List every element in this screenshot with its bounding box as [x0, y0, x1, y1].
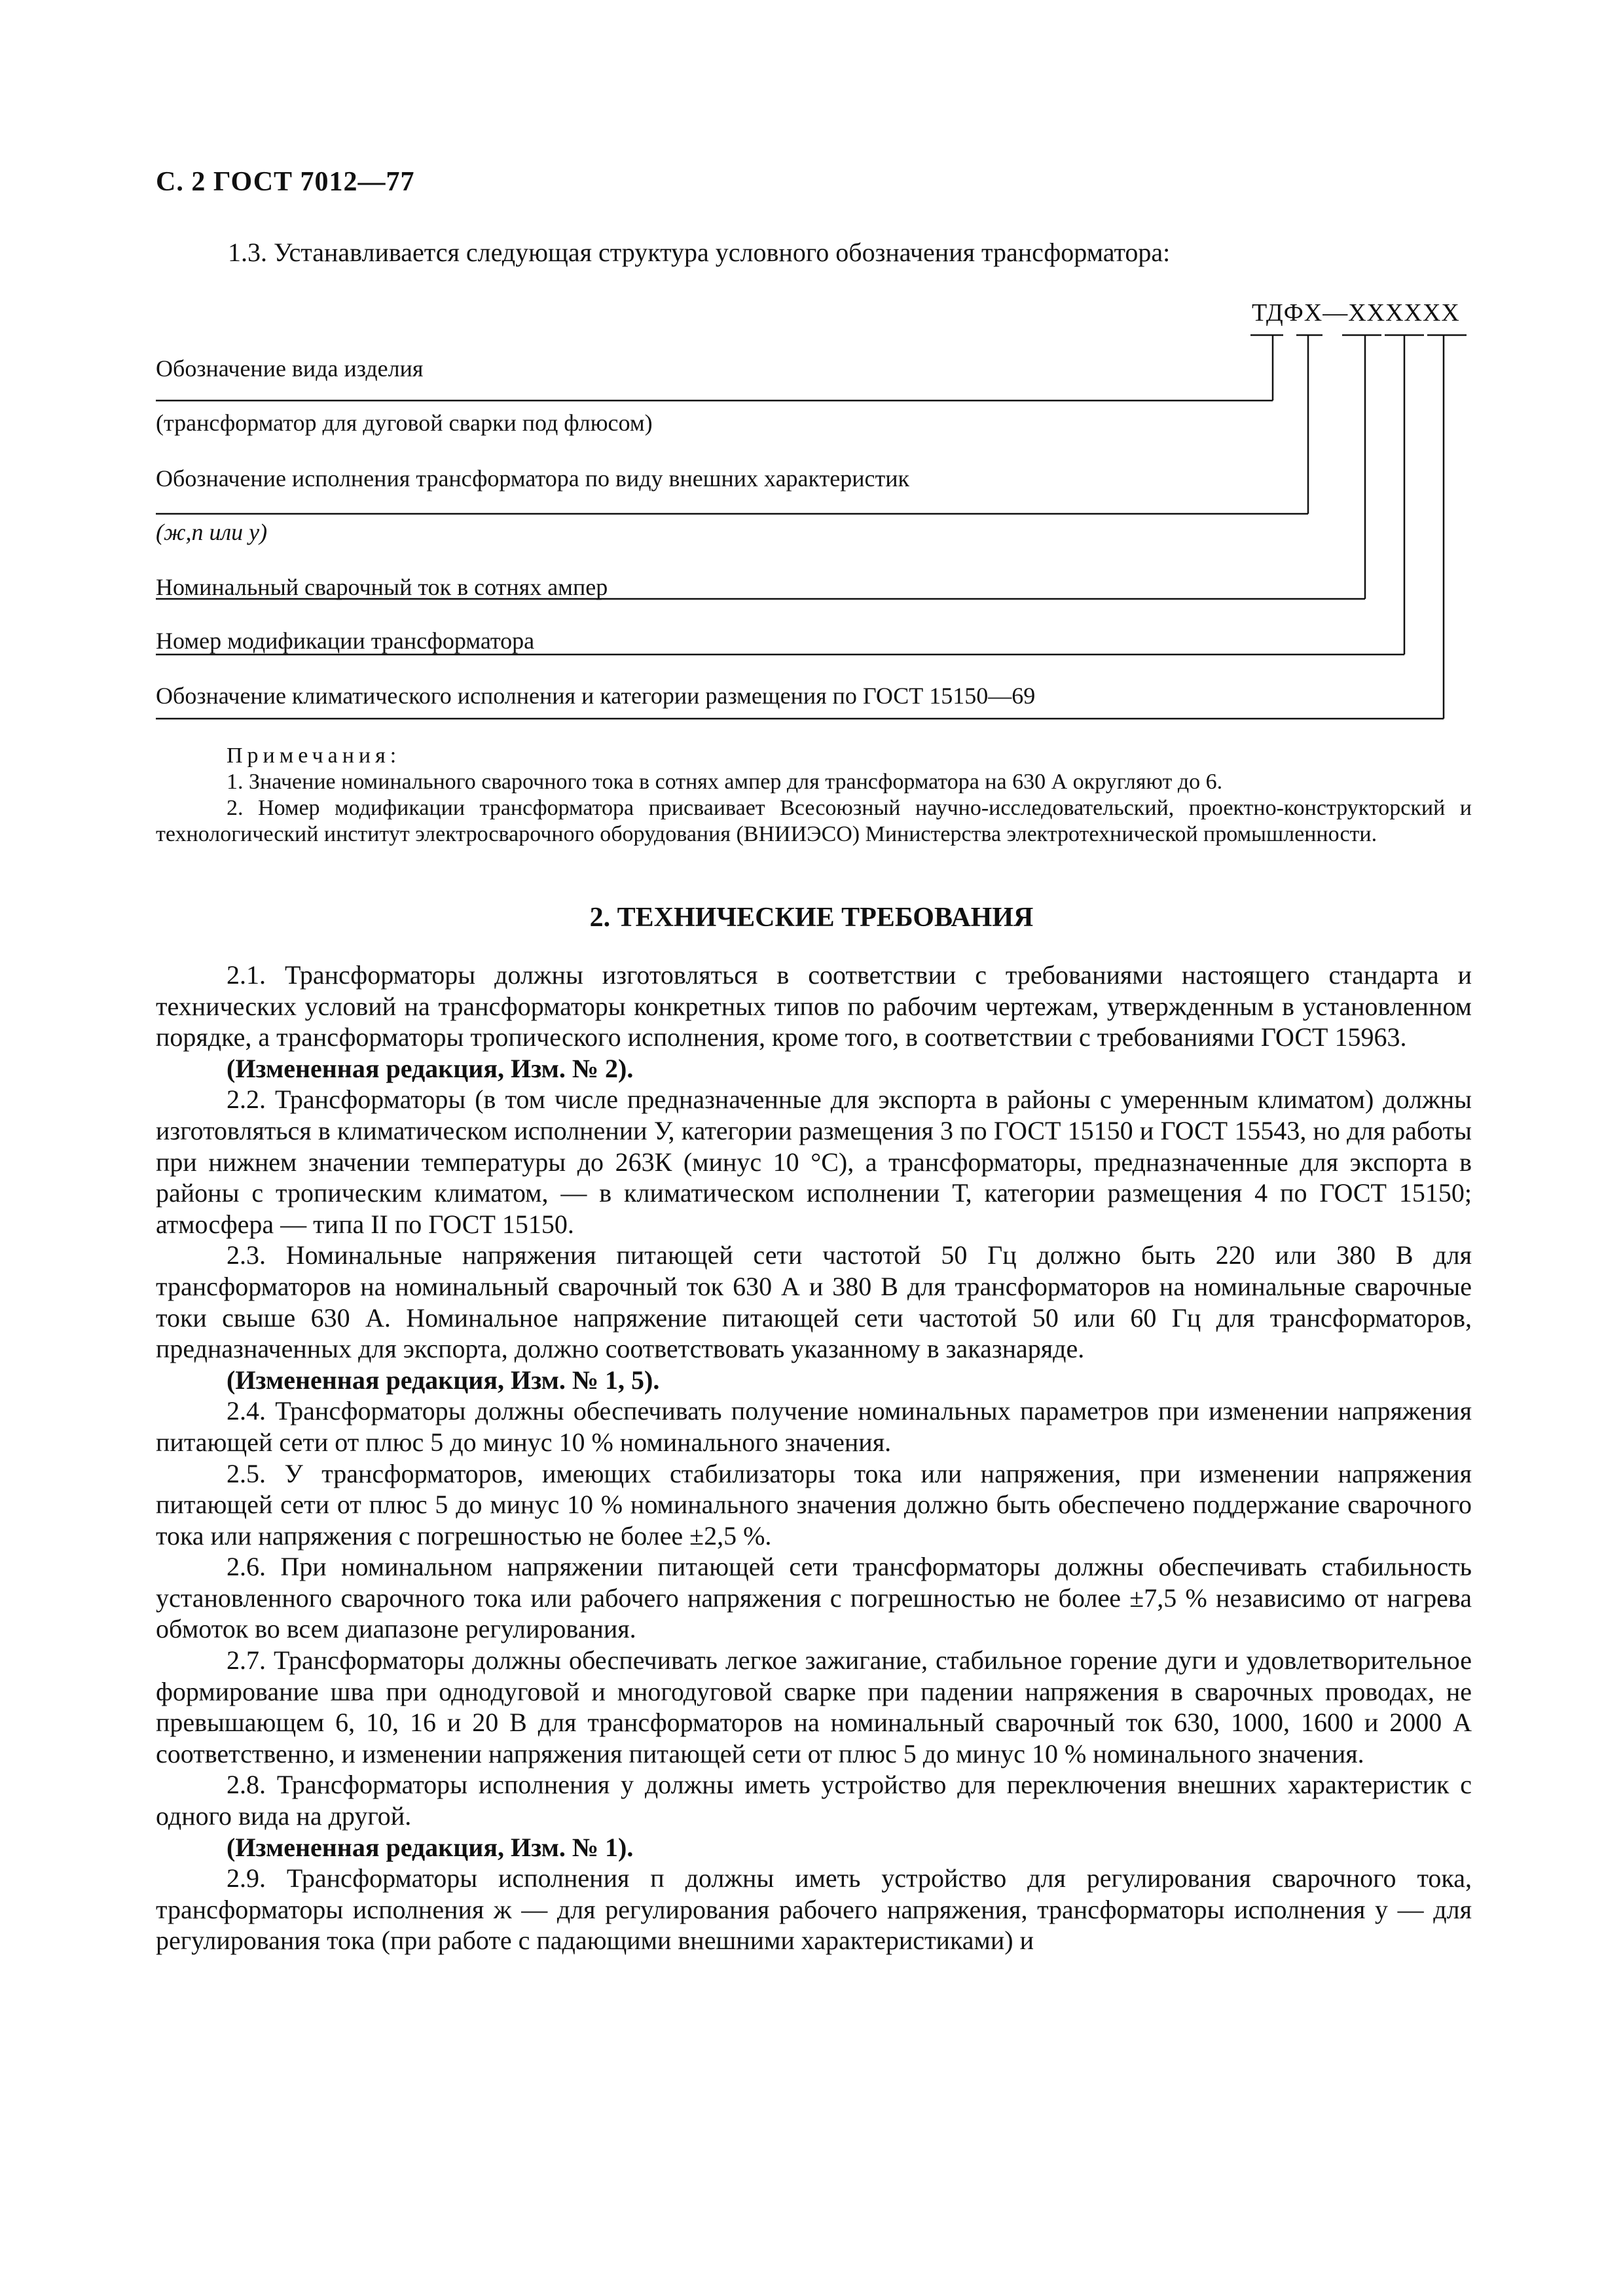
clause-1-3-intro: 1.3. Устанавливается следующая структура условного обозначения трансформатора:: [228, 238, 1171, 267]
clause-2-9: 2.9. Трансформаторы исполнения п должны иметь устройство для регулирования сварочного тока, трансформаторы исполнения ж — для регулирования рабочего напряжения, трансформаторы исполнения у — для регулирования тока (при работе с падающими внешними характеристиками) и: [156, 1863, 1472, 1956]
clause-2-7: 2.7. Трансформаторы должны обеспечивать легкое зажигание, стабильное горение дуги и удовлетворительное формирование шва при однодуговой и многодуговой сварке при падении напряжения в сварочных проводах, не превышающем 6, 10, 16 и 20 В для трансформаторов на номинальный сварочный ток 630, 1000, 1600 и 2000 А соответственно, и изменении напряжения питающей сети от плюс 5 до минус 10 % номинального значения.: [156, 1645, 1472, 1768]
change-note: (Измененная редакция, Изм. № 2).: [227, 1053, 634, 1083]
page-header: С. 2 ГОСТ 7012—77: [156, 167, 415, 197]
designation-code: ТДФХ—ХХХХХХ: [1252, 299, 1460, 327]
clause-2-8: 2.8. Трансформаторы исполнения у должны иметь устройство для переключения внешних характеристик с одного вида на другой.: [156, 1770, 1472, 1831]
section-body: [156, 960, 1472, 1956]
notes-heading: Примечания:: [227, 744, 401, 768]
diagram-row-climatic: Обозначение климатического исполнения и категории размещения по ГОСТ 15150—69: [156, 683, 1036, 709]
diagram-row-characteristic: Обозначение исполнения трансформатора по виду внешних характеристик: [156, 465, 909, 492]
clause-2-6: 2.6. При номинальном напряжении питающей сети трансформаторы должны обеспечивать стабильность установленного сварочного тока или рабочего напряжения с погрешностью не более ±7,5 % независимо от нагрева обмоток во всем диапазоне регулирования.: [156, 1552, 1472, 1644]
diagram-row-rated-current: Номинальный сварочный ток в сотнях ампер: [156, 574, 608, 600]
clause-2-4: 2.4. Трансформаторы должны обеспечивать получение номинальных параметров при изменении напряжения питающей сети от плюс 5 до минус 10 % номинального значения.: [156, 1396, 1472, 1457]
diagram-row-product-type: Обозначение вида изделия: [156, 355, 424, 382]
clause-2-5: 2.5. У трансформаторов, имеющих стабилизаторы тока или напряжения, при изменении напряжения питающей сети от плюс 5 до минус 10 % номинального значения должно быть обеспечено поддержание сварочного тока или напряжения с погрешностью не более ±2,5 %.: [156, 1458, 1472, 1551]
change-note: (Измененная редакция, Изм. № 1).: [227, 1832, 634, 1862]
change-note: (Измененная редакция, Изм. № 1, 5).: [227, 1365, 660, 1395]
diagram-row-product-type-note: (трансформатор для дуговой сварки под флюсом): [156, 410, 653, 436]
section-title: 2. ТЕХНИЧЕСКИЕ ТРЕБОВАНИЯ: [589, 903, 1034, 933]
diagram-row-characteristic-note: (ж,п или у): [156, 519, 268, 545]
diagram-row-modification: Номер модификации трансформатора: [156, 628, 535, 654]
clause-2-3: 2.3. Номинальные напряжения питающей сети частотой 50 Гц должно быть 220 или 380 В для трансформаторов на номинальный сварочный ток 630 А и 380 В для трансформаторов на номинальные сварочные токи свыше 630 А. Номинальное напряжение питающей сети частотой 50 или 60 Гц для трансформаторов, предназначенных для экспорта, должно соответствовать указанному в заказнаряде.: [156, 1240, 1472, 1364]
note-2: 2. Номер модификации трансформатора присваивает Всесоюзный научно-исследовательский, проектно-конструкторский и технологический институт электросварочного оборудования (ВНИИЭСО) Министерства электротехнической промышленности.: [156, 796, 1472, 846]
clause-2-2: 2.2. Трансформаторы (в том числе предназначенные для экспорта в районы с умеренным климатом) должны изготовляться в климатическом исполнении У, категории размещения 3 по ГОСТ 15150 и ГОСТ 15543, но для работы при нижнем значении температуры до 263К (минус 10 °С), а трансформаторы, предназначенные для экспорта в районы с тропическим климатом, — в климатическом исполнении Т, категории размещения 4 по ГОСТ 15150; атмосфера — типа II по ГОСТ 15150.: [156, 1085, 1472, 1239]
note-1: 1. Значение номинального сварочного тока в сотнях ампер для трансформатора на 630 А округляют до 6.: [227, 770, 1223, 794]
notes-block: [156, 743, 1472, 848]
clause-2-1: 2.1. Трансформаторы должны изготовляться в соответствии с требованиями настоящего стандарта и технических условий на трансформаторы конкретных типов по рабочим чертежам, утвержденным в установленном порядке, а трансформаторы тропического исполнения, кроме того, в соответствии с требованиями ГОСТ 15963.: [156, 960, 1472, 1052]
